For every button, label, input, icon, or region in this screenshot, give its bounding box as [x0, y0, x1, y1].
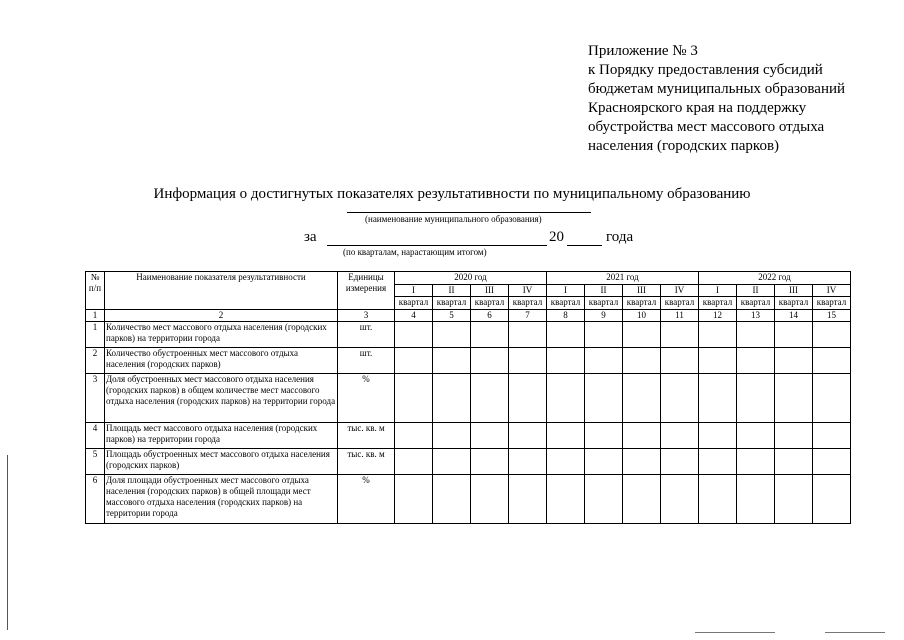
value-cell — [813, 449, 851, 475]
value-cell — [471, 475, 509, 524]
indicator-name: Количество обустроенных мест массового отдыха населения (городских парков) — [105, 348, 338, 374]
value-cell — [585, 322, 623, 348]
column-number: 15 — [813, 310, 851, 322]
scan-bottom-mark — [695, 632, 775, 633]
column-number: 9 — [585, 310, 623, 322]
value-cell — [585, 374, 623, 423]
value-cell — [433, 374, 471, 423]
quarter-word: квартал — [433, 297, 471, 310]
value-cell — [585, 348, 623, 374]
value-cell — [661, 449, 699, 475]
value-cell — [699, 475, 737, 524]
column-number: 8 — [547, 310, 585, 322]
table-row — [86, 449, 851, 475]
indicator-unit: % — [338, 374, 395, 423]
indicator-name: Площадь мест массового отдыха населения (городских парков) на территории города — [105, 423, 338, 449]
value-cell — [699, 449, 737, 475]
value-cell — [433, 449, 471, 475]
row-number: 1 — [86, 322, 105, 348]
value-cell — [509, 423, 547, 449]
value-cell — [433, 322, 471, 348]
municipality-caption: (наименование муниципального образования) — [365, 214, 542, 224]
table-row — [86, 322, 851, 348]
value-cell — [547, 475, 585, 524]
value-cell — [737, 348, 775, 374]
value-cell — [623, 322, 661, 348]
value-cell — [585, 475, 623, 524]
value-cell — [775, 348, 813, 374]
value-cell — [547, 449, 585, 475]
indicator-unit: % — [338, 475, 395, 524]
column-number: 7 — [509, 310, 547, 322]
quarter-word: квартал — [395, 297, 433, 310]
quarter-label: IV — [813, 285, 851, 297]
value-cell — [395, 322, 433, 348]
value-cell — [623, 374, 661, 423]
quarter-label: III — [775, 285, 813, 297]
appendix-line: обустройства мест массового отдыха — [588, 119, 825, 135]
table-row — [86, 475, 851, 524]
value-cell — [813, 348, 851, 374]
appendix-line: к Порядку предоставления субсидий — [588, 62, 823, 78]
appendix-line: Красноярского края на поддержку — [588, 100, 807, 116]
quarter-label: IV — [661, 285, 699, 297]
value-cell — [433, 423, 471, 449]
quarter-word: квартал — [737, 297, 775, 310]
row-number: 3 — [86, 374, 105, 423]
value-cell — [471, 449, 509, 475]
header-year-2020: 2020 год — [395, 272, 547, 285]
value-cell — [395, 449, 433, 475]
value-cell — [547, 322, 585, 348]
quarter-label: I — [699, 285, 737, 297]
value-cell — [775, 374, 813, 423]
value-cell — [471, 348, 509, 374]
period-suffix: года — [606, 229, 634, 245]
table-row — [86, 423, 851, 449]
column-number: 10 — [623, 310, 661, 322]
scan-margin-line — [7, 455, 8, 630]
value-cell — [737, 449, 775, 475]
value-cell — [775, 322, 813, 348]
value-cell — [661, 348, 699, 374]
value-cell — [775, 423, 813, 449]
value-cell — [661, 322, 699, 348]
column-number: 3 — [338, 310, 395, 322]
value-cell — [661, 423, 699, 449]
header-year-2022: 2022 год — [699, 272, 851, 285]
header-indicator-name: Наименование показателя результативности — [105, 272, 338, 310]
value-cell — [395, 348, 433, 374]
column-number: 12 — [699, 310, 737, 322]
value-cell — [395, 374, 433, 423]
value-cell — [661, 475, 699, 524]
value-cell — [395, 475, 433, 524]
value-cell — [737, 475, 775, 524]
value-cell — [813, 374, 851, 423]
indicators-table — [85, 271, 851, 524]
value-cell — [813, 423, 851, 449]
column-number: 2 — [105, 310, 338, 322]
municipality-blank-line — [347, 212, 591, 213]
quarter-label: I — [547, 285, 585, 297]
header-number: № п/п — [86, 272, 105, 310]
value-cell — [471, 322, 509, 348]
indicator-unit: шт. — [338, 348, 395, 374]
column-number: 5 — [433, 310, 471, 322]
quarter-label: I — [395, 285, 433, 297]
row-number: 5 — [86, 449, 105, 475]
quarter-label: III — [471, 285, 509, 297]
indicator-name: Площадь обустроенных мест массового отдыха населения (городских парков) — [105, 449, 338, 475]
quarter-word: квартал — [813, 297, 851, 310]
column-number-row — [86, 310, 851, 322]
value-cell — [547, 374, 585, 423]
quarter-label: II — [737, 285, 775, 297]
value-cell — [471, 423, 509, 449]
value-cell — [509, 449, 547, 475]
indicator-name: Доля обустроенных мест массового отдыха населения (городских парков) в общем количестве мест массового отдыха населения (городских парков) на территории города — [105, 374, 338, 423]
value-cell — [699, 374, 737, 423]
document-title: Информация о достигнутых показателях результативности по муниципальному образованию — [153, 186, 751, 202]
column-number: 11 — [661, 310, 699, 322]
value-cell — [623, 449, 661, 475]
quarter-word: квартал — [547, 297, 585, 310]
value-cell — [509, 475, 547, 524]
header-year-2021: 2021 год — [547, 272, 699, 285]
quarter-word: квартал — [775, 297, 813, 310]
value-cell — [813, 322, 851, 348]
value-cell — [509, 348, 547, 374]
indicator-name: Количество мест массового отдыха населения (городских парков) на территории города — [105, 322, 338, 348]
quarter-word: квартал — [585, 297, 623, 310]
value-cell — [775, 475, 813, 524]
value-cell — [395, 423, 433, 449]
column-number: 1 — [86, 310, 105, 322]
quarter-word: квартал — [509, 297, 547, 310]
value-cell — [547, 348, 585, 374]
value-cell — [585, 449, 623, 475]
appendix-line: населения (городских парков) — [588, 138, 780, 154]
value-cell — [737, 374, 775, 423]
value-cell — [433, 348, 471, 374]
row-number: 6 — [86, 475, 105, 524]
value-cell — [737, 423, 775, 449]
appendix-line: Приложение № 3 — [588, 43, 698, 59]
value-cell — [699, 322, 737, 348]
quarter-word: квартал — [623, 297, 661, 310]
quarter-label: IV — [509, 285, 547, 297]
indicator-unit: шт. — [338, 322, 395, 348]
year-prefix: 20 — [549, 229, 564, 245]
quarter-word: квартал — [471, 297, 509, 310]
value-cell — [699, 423, 737, 449]
value-cell — [433, 475, 471, 524]
column-number: 4 — [395, 310, 433, 322]
period-caption: (по кварталам, нарастающим итогом) — [343, 247, 487, 257]
period-prefix: за — [304, 229, 317, 245]
row-number: 2 — [86, 348, 105, 374]
value-cell — [813, 475, 851, 524]
appendix-note — [588, 42, 845, 156]
value-cell — [509, 322, 547, 348]
value-cell — [661, 374, 699, 423]
value-cell — [585, 423, 623, 449]
column-number: 14 — [775, 310, 813, 322]
quarter-word: квартал — [699, 297, 737, 310]
year-blank-line — [567, 245, 602, 246]
column-number: 6 — [471, 310, 509, 322]
quarter-label: III — [623, 285, 661, 297]
row-number: 4 — [86, 423, 105, 449]
table-row — [86, 374, 851, 423]
value-cell — [471, 374, 509, 423]
scan-bottom-mark — [825, 632, 885, 633]
indicator-unit: тыс. кв. м — [338, 423, 395, 449]
value-cell — [547, 423, 585, 449]
value-cell — [699, 348, 737, 374]
table-row — [86, 348, 851, 374]
period-blank-line — [327, 245, 547, 246]
quarter-word: квартал — [661, 297, 699, 310]
value-cell — [737, 322, 775, 348]
quarter-label: II — [433, 285, 471, 297]
value-cell — [623, 423, 661, 449]
indicator-name: Доля площади обустроенных мест массового отдыха населения (городских парков) в общей площади мест массового отдыха населения (городских парков) на территории города — [105, 475, 338, 524]
value-cell — [775, 449, 813, 475]
column-number: 13 — [737, 310, 775, 322]
header-units: Единицы измерения — [338, 272, 395, 310]
appendix-line: бюджетам муниципальных образований — [588, 81, 846, 97]
value-cell — [623, 348, 661, 374]
value-cell — [509, 374, 547, 423]
indicator-unit: тыс. кв. м — [338, 449, 395, 475]
value-cell — [623, 475, 661, 524]
quarter-label: II — [585, 285, 623, 297]
